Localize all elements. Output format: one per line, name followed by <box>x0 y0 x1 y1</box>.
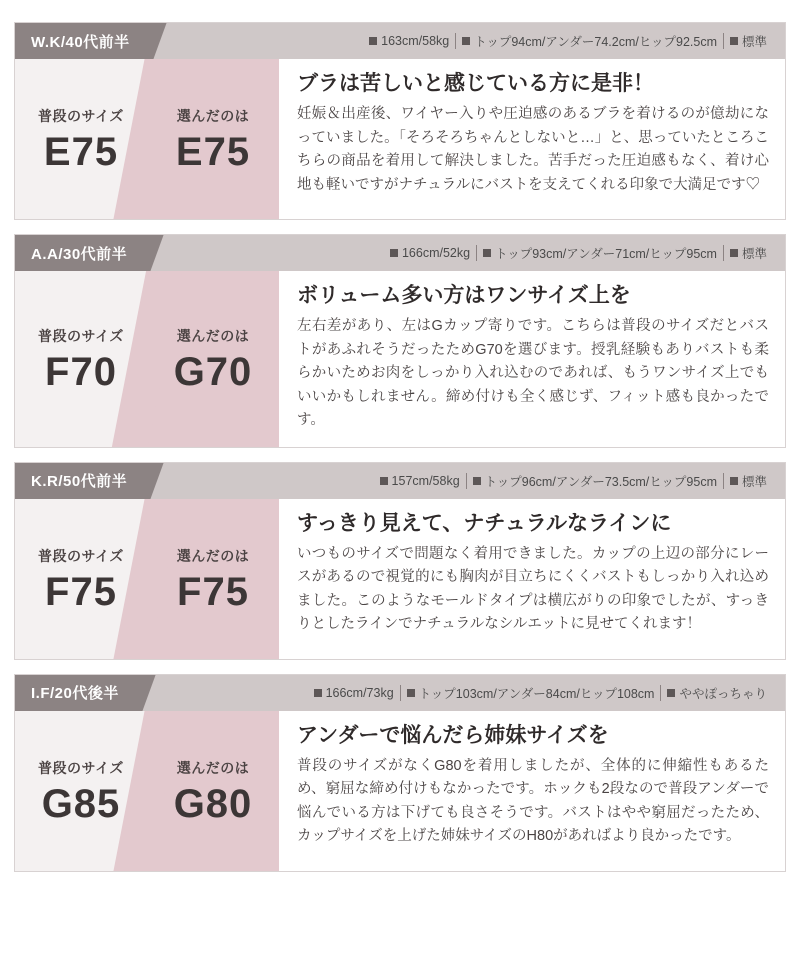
review-body-row <box>15 711 785 871</box>
spec-text: トップ103cm/アンダー84cm/ヒップ108cm <box>418 686 655 701</box>
chosen-size-label: 選んだのは <box>176 759 250 776</box>
spec-text: トップ93cm/アンダー71cm/ヒップ95cm <box>495 247 717 261</box>
square-bullet-icon <box>380 477 388 485</box>
chosen-size-label: 選んだのは <box>176 547 250 564</box>
spec-measurements <box>477 244 723 262</box>
spec-text: トップ96cm/アンダー73.5cm/ヒップ95cm <box>484 474 717 489</box>
review-text-block <box>279 271 785 447</box>
spec-figure-type <box>724 32 773 50</box>
spec-text: 157cm/58kg <box>391 473 460 488</box>
spec-body <box>308 686 400 700</box>
square-bullet-icon <box>407 689 415 697</box>
spec-text: 標準 <box>741 474 767 489</box>
reviewer-name: A.A/30代前半 <box>15 235 145 271</box>
chosen-size-block <box>147 711 279 871</box>
spec-measurements <box>456 32 723 50</box>
spec-measurements <box>467 472 723 490</box>
chosen-size-block <box>147 59 279 219</box>
spec-text: 標準 <box>741 35 767 49</box>
spec-body <box>374 474 466 488</box>
review-title: ボリューム多い方はワンサイズ上を <box>297 284 631 307</box>
review-title: すっきり見えて、ナチュラルなラインに <box>297 511 672 535</box>
review-text: いつものサイズで問題なく着用できました。カップの上辺の部分にレースがあるので視覚的にも胸肉が目立ちにくくバストもしっかり入れ込めました。このようなモールドタイプは横広がりの印象でしたが、すっきりとしたラインでナチュラルなシルエットに見せてくれます！ <box>297 545 769 633</box>
reviewer-specs <box>149 675 785 711</box>
review-header <box>15 23 785 59</box>
spec-figure-type <box>724 472 773 490</box>
review-text: 普段のサイズがなくG80を着用しましたが、全体的に伸縮性もあるため、窮屈な締め付けもなかったです。ホックも2段なので普段アンダーで悩んでいる方は下げても良さそうです。バストはやや窮屈だったため、カップサイズを上げた姉妹サイズのH80があればより良かったです。 <box>297 757 769 845</box>
reviewer-specs <box>157 463 785 499</box>
usual-size-label: 普段のサイズ <box>38 547 124 564</box>
spec-text: ややぽっちゃり <box>679 686 767 701</box>
spec-figure-type <box>724 244 773 262</box>
review-card <box>14 22 786 220</box>
square-bullet-icon <box>462 37 470 45</box>
chosen-size-block <box>147 271 279 447</box>
usual-size-label: 普段のサイズ <box>38 108 124 124</box>
review-card <box>14 234 786 448</box>
reviewer-name: K.R/50代前半 <box>15 463 145 499</box>
review-header <box>15 675 785 711</box>
review-body-row <box>15 59 785 219</box>
reviewer-name: W.K/40代前半 <box>15 23 148 59</box>
square-bullet-icon <box>667 689 675 697</box>
reviewer-specs <box>160 23 785 59</box>
review-header <box>15 235 785 271</box>
spec-figure-type <box>661 684 773 702</box>
review-header <box>15 463 785 499</box>
reviewer-name: I.F/20代後半 <box>15 675 137 711</box>
review-text: 妊娠＆出産後、ワイヤー入りや圧迫感のあるブラを着けるのが億劫になっていました。「そろそろちゃんとしないと…」と、思っていたところこちらの商品を着用して解決しました。苦手だった圧迫感もなく、着け心地も軽いですがナチュラルにバストを支えてくれる印象で大満足です♡ <box>297 106 769 193</box>
chosen-size-value: G70 <box>173 349 253 394</box>
spec-text: 標準 <box>741 247 767 261</box>
square-bullet-icon <box>730 249 738 257</box>
spec-text: 166cm/73kg <box>325 685 394 700</box>
usual-size-label: 普段のサイズ <box>38 327 124 344</box>
usual-size-value: G85 <box>41 781 121 826</box>
spec-body <box>363 34 455 48</box>
usual-size-value: F70 <box>45 349 117 394</box>
review-title: ブラは苦しいと感じている方に是非！ <box>297 72 654 95</box>
review-body-row <box>15 271 785 447</box>
usual-size-label: 普段のサイズ <box>38 759 124 776</box>
spec-text: 163cm/58kg <box>381 34 450 48</box>
chosen-size-block <box>147 499 279 659</box>
spec-text: トップ94cm/アンダー74.2cm/ヒップ92.5cm <box>474 35 717 49</box>
review-card <box>14 462 786 660</box>
square-bullet-icon <box>390 249 398 257</box>
chosen-size-label: 選んだのは <box>176 327 250 344</box>
square-bullet-icon <box>369 37 377 45</box>
review-title: アンダーで悩んだら姉妹サイズを <box>297 723 609 747</box>
review-card <box>14 674 786 872</box>
reviewer-specs <box>157 235 785 271</box>
chosen-size-label: 選んだのは <box>176 108 250 124</box>
review-body-row <box>15 499 785 659</box>
review-text-block <box>279 59 785 219</box>
chosen-size-value: G80 <box>173 781 253 826</box>
usual-size-value: E75 <box>43 130 119 174</box>
square-bullet-icon <box>483 249 491 257</box>
chosen-size-value: F75 <box>177 569 249 614</box>
review-text: 左右差があり、左はGカップ寄りです。こちらは普段のサイズだとバストがあふれそうだったためG70を選びます。授乳経験もありバストも柔らかいためお肉をしっかり入れ込むのであれば、もうワンサイズ上でもいいかもしれません。締め付けも全く感じず、フィット感も良かったです。 <box>297 318 769 429</box>
spec-text: 166cm/52kg <box>401 246 471 260</box>
review-text-block <box>279 711 785 871</box>
square-bullet-icon <box>473 477 481 485</box>
usual-size-value: F75 <box>45 569 117 614</box>
chosen-size-value: E75 <box>175 130 251 174</box>
review-text-block <box>279 499 785 659</box>
spec-measurements <box>401 684 661 702</box>
square-bullet-icon <box>730 37 738 45</box>
square-bullet-icon <box>730 477 738 485</box>
spec-body <box>384 246 476 260</box>
square-bullet-icon <box>314 689 322 697</box>
